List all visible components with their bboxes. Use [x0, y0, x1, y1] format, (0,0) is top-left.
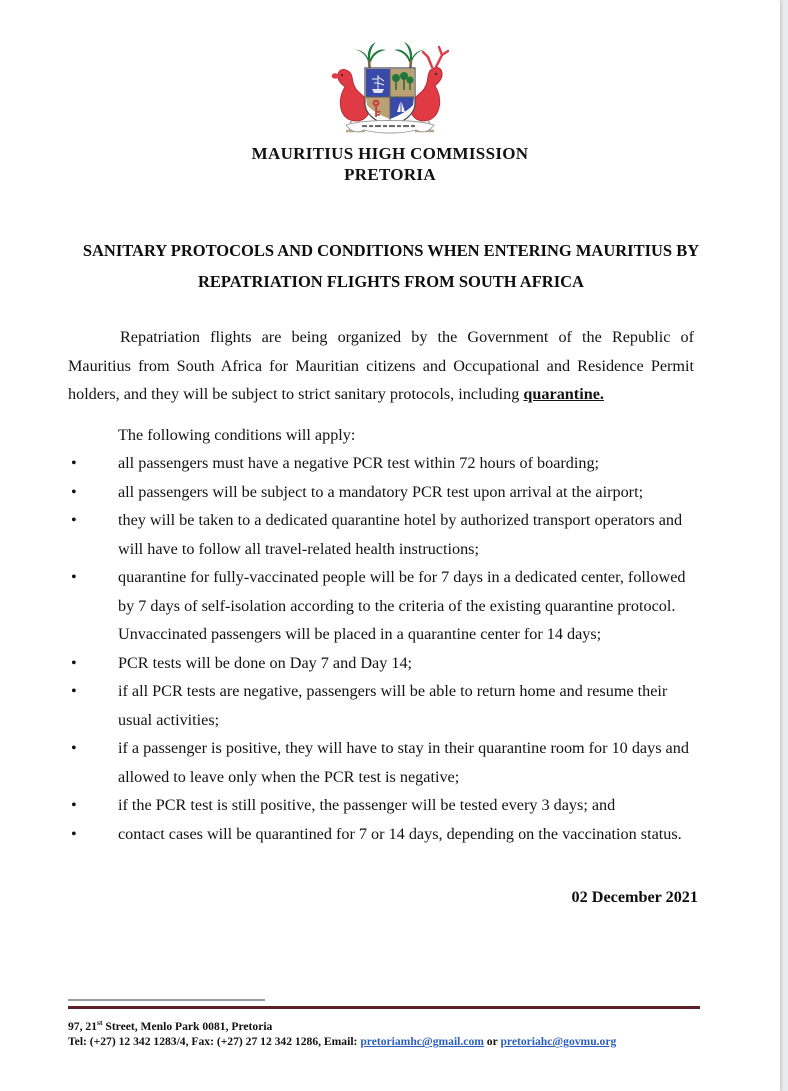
footer-email-separator: or	[483, 1035, 501, 1049]
list-item-text: if a passenger is positive, they will have to stay in their quarantine room for 10 days and allowed to leave only when the PCR test is negative;	[118, 739, 689, 786]
list-item-text: contact cases will be quarantined for 7 or 14 days, depending on the vaccination status.	[118, 824, 682, 843]
organisation-title	[0, 143, 780, 185]
footer-contact-line	[68, 1034, 728, 1050]
email-link-primary[interactable]: pretoriamhc@gmail.com	[360, 1035, 484, 1049]
intro-emphasis: quarantine.	[523, 385, 604, 404]
organisation-name: MAURITIUS HIGH COMMISSION	[251, 144, 529, 163]
document-date: 02 December 2021	[571, 888, 698, 906]
email-link-secondary[interactable]: pretoriahc@govmu.org	[500, 1035, 617, 1049]
bullet-icon: •	[71, 824, 77, 843]
list-item-text: if all PCR tests are negative, passengers will be able to return home and resume their usual activities;	[118, 682, 668, 729]
list-item	[68, 563, 694, 649]
organisation-city: PRETORIA	[344, 165, 436, 184]
mauritius-coat-of-arms-icon	[324, 33, 456, 141]
list-item	[68, 506, 694, 563]
list-item	[68, 734, 694, 791]
coat-of-arms-container	[0, 33, 780, 146]
footer-divider-red	[68, 1006, 700, 1009]
page-title: SANITARY PROTOCOLS AND CONDITIONS WHEN ENTERING MAURITIUS BY REPATRIATION FLIGHTS FROM SOUTH AFRICA	[82, 241, 700, 292]
footer-address-pre: 97, 21	[68, 1019, 97, 1033]
footer-divider-gray	[68, 999, 265, 1001]
list-item	[68, 449, 694, 478]
footer-tel-fax-text: Tel: (+27) 12 342 1283/4, Fax: (+27) 27 12 342 1286, Email:	[68, 1035, 361, 1049]
footer-address-post: Street, Menlo Park 0081, Pretoria	[102, 1019, 273, 1033]
list-item	[68, 820, 694, 849]
list-item	[68, 791, 694, 820]
bullet-icon: •	[71, 454, 77, 472]
list-item	[68, 677, 694, 734]
list-item	[68, 649, 694, 678]
list-item-text: quarantine for fully-vaccinated people will be for 7 days in a dedicated center, followed by 7 days of self-isolation according to the criteria of the existing quarantine protocol. Unvaccinated passengers will be placed in a quarantine center for 14 days;	[118, 568, 686, 643]
list-item-text: all passengers must have a negative PCR test within 72 hours of boarding;	[118, 454, 600, 472]
intro-paragraph	[68, 323, 694, 409]
bullet-icon: •	[71, 482, 77, 501]
list-item	[68, 478, 694, 507]
bullet-icon: •	[71, 653, 77, 672]
footer-address-ordinal: st	[96, 1018, 103, 1027]
bullet-icon: •	[71, 682, 77, 700]
list-item-text: all passengers will be subject to a mandatory PCR test upon arrival at the airport;	[118, 482, 644, 501]
bullet-icon: •	[71, 796, 77, 814]
intro-text: Repatriation flights are being organized by the Government of the Republic of Mauritius from South Africa for Mauritian citizens and Occupational and Residence Permit holders, and they will be subject to strict sanitary protocols, including	[68, 328, 694, 404]
footer-address-line	[68, 1015, 728, 1034]
conditions-lead-text: The following conditions will apply:	[118, 426, 356, 444]
conditions-list	[68, 449, 694, 848]
list-item-text: if the PCR test is still positive, the passenger will be tested every 3 days; and	[118, 796, 616, 814]
bullet-icon: •	[71, 511, 77, 529]
list-item-text: PCR tests will be done on Day 7 and Day 14;	[118, 653, 413, 672]
footer-contact-block	[68, 1015, 728, 1050]
bullet-icon: •	[71, 739, 77, 757]
list-item-text: they will be taken to a dedicated quarantine hotel by authorized transport operators and will have to follow all travel-related health instructions;	[118, 511, 683, 558]
bullet-icon: •	[71, 568, 77, 586]
